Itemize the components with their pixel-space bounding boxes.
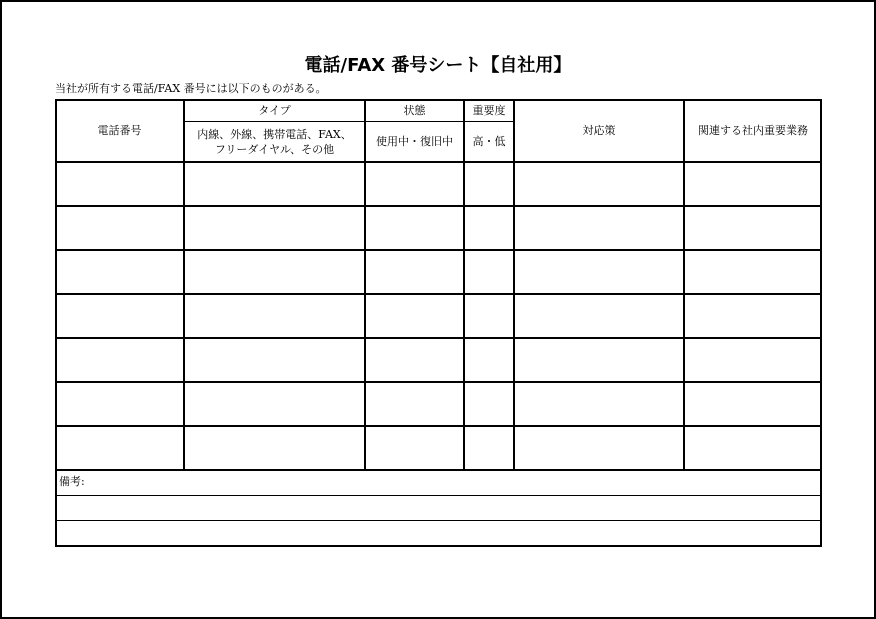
countermeasure-field[interactable] — [514, 382, 684, 426]
type-field[interactable] — [184, 162, 365, 206]
countermeasure-field[interactable] — [514, 426, 684, 470]
related-work-field[interactable] — [684, 162, 822, 206]
status-field[interactable] — [365, 294, 464, 338]
header-priority: 重要度 — [472, 103, 506, 117]
header-type-note — [184, 121, 365, 162]
table-border-left — [55, 99, 57, 547]
priority-field[interactable] — [464, 426, 514, 470]
row-divider — [55, 469, 822, 471]
status-field[interactable] — [365, 338, 464, 382]
row-divider — [55, 161, 822, 163]
phone-number-field[interactable] — [55, 382, 184, 426]
remarks-field[interactable] — [55, 470, 822, 547]
header-related-work: 関連する社内重要業務 — [698, 124, 808, 137]
header-priority-note: 高・低 — [472, 135, 506, 148]
table-border-bottom — [55, 545, 822, 547]
sheet-title: 電話/FAX 番号シート【自社用】 — [304, 55, 572, 76]
phone-number-field[interactable] — [55, 426, 184, 470]
phone-number-field[interactable] — [55, 338, 184, 382]
remarks-rule — [55, 495, 822, 496]
type-field[interactable] — [184, 206, 365, 250]
priority-field[interactable] — [464, 382, 514, 426]
row-divider — [55, 249, 822, 251]
type-field[interactable] — [184, 426, 365, 470]
status-field[interactable] — [365, 426, 464, 470]
priority-field[interactable] — [464, 250, 514, 294]
row-divider — [55, 337, 822, 339]
countermeasure-field[interactable] — [514, 338, 684, 382]
related-work-field[interactable] — [684, 206, 822, 250]
status-field[interactable] — [365, 206, 464, 250]
phone-number-field[interactable] — [55, 294, 184, 338]
phone-number-field[interactable] — [55, 206, 184, 250]
sheet-subtitle: 当社が所有する電話/FAX 番号には以下のものがある。 — [55, 82, 327, 95]
type-field[interactable] — [184, 338, 365, 382]
remarks-rule — [55, 520, 822, 521]
column-divider — [183, 99, 185, 471]
phone-number-field[interactable] — [55, 162, 184, 206]
column-divider — [513, 99, 515, 471]
type-field[interactable] — [184, 294, 365, 338]
priority-field[interactable] — [464, 206, 514, 250]
phone-fax-table — [55, 99, 822, 547]
type-field[interactable] — [184, 382, 365, 426]
column-divider — [364, 99, 366, 471]
header-status-note: 使用中・復旧中 — [376, 135, 453, 148]
status-field[interactable] — [365, 382, 464, 426]
countermeasure-field[interactable] — [514, 162, 684, 206]
row-divider — [55, 293, 822, 295]
row-divider — [55, 205, 822, 207]
related-work-field[interactable] — [684, 426, 822, 470]
header-sub-divider — [184, 121, 514, 122]
related-work-field[interactable] — [684, 294, 822, 338]
priority-field[interactable] — [464, 162, 514, 206]
status-field[interactable] — [365, 162, 464, 206]
column-divider — [683, 99, 685, 471]
header-countermeasure: 対応策 — [582, 124, 616, 137]
row-divider — [55, 425, 822, 427]
related-work-field[interactable] — [684, 338, 822, 382]
priority-field[interactable] — [464, 338, 514, 382]
related-work-field[interactable] — [684, 382, 822, 426]
table-border-top — [55, 99, 822, 101]
priority-field[interactable] — [464, 294, 514, 338]
header-type: タイプ — [258, 103, 291, 117]
header-phone-number: 電話番号 — [97, 124, 142, 137]
table-border-right — [820, 99, 822, 547]
header-status: 状態 — [403, 103, 426, 117]
phone-number-field[interactable] — [55, 250, 184, 294]
countermeasure-field[interactable] — [514, 250, 684, 294]
row-divider — [55, 381, 822, 383]
related-work-field[interactable] — [684, 250, 822, 294]
status-field[interactable] — [365, 250, 464, 294]
type-field[interactable] — [184, 250, 365, 294]
header-type-note-line1: 内線、外線、携帯電話、FAX、 — [197, 127, 352, 141]
countermeasure-field[interactable] — [514, 294, 684, 338]
column-divider — [463, 99, 465, 471]
countermeasure-field[interactable] — [514, 206, 684, 250]
remarks-label: 備考: — [59, 475, 85, 488]
header-type-note-line2: フリーダイヤル、その他 — [214, 142, 335, 156]
